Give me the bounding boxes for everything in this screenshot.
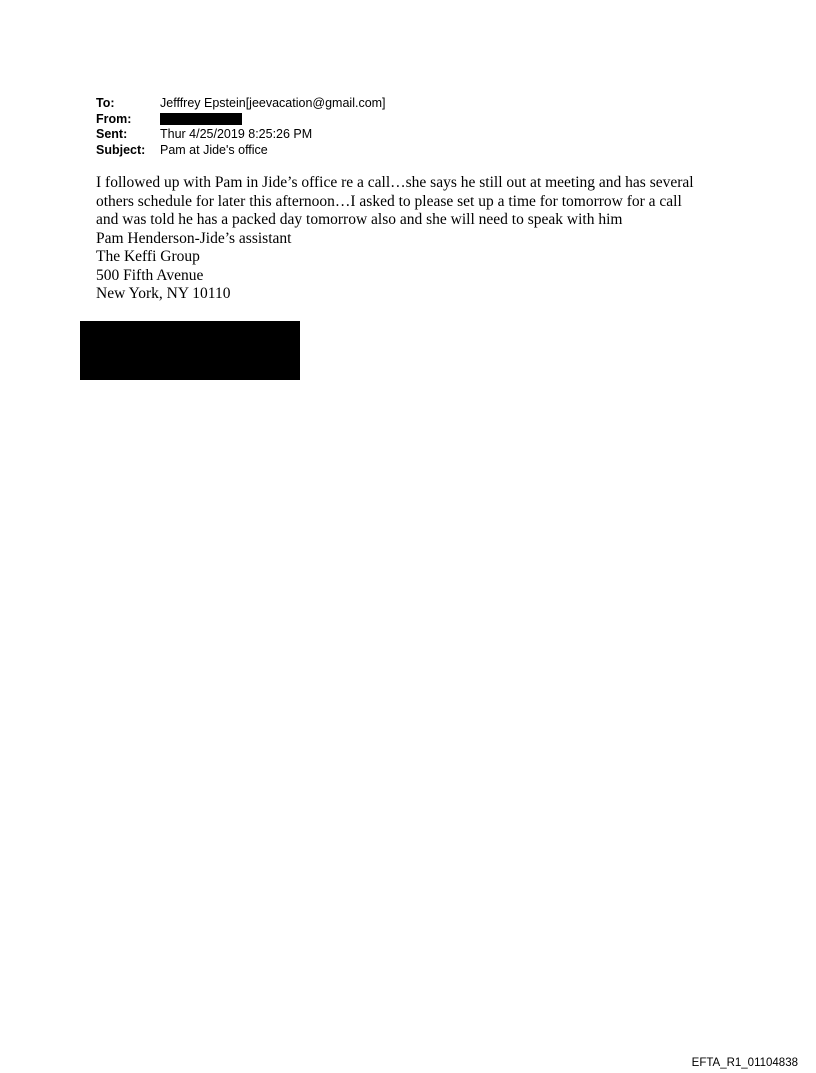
message-line: others schedule for later this afternoon…I asked to please set up a time for tomorrow for a call <box>96 192 682 210</box>
subject-value: Pam at Jide's office <box>160 142 268 157</box>
email-body <box>96 174 736 304</box>
document-id: EFTA_R1_01104838 <box>691 1057 798 1069</box>
signature-street: 500 Fifth Avenue <box>96 266 204 284</box>
subject-row <box>96 143 386 159</box>
signature-block <box>96 230 736 304</box>
from-redaction <box>160 113 242 125</box>
sent-row <box>96 127 386 143</box>
subject-label: Subject: <box>96 142 146 157</box>
email-header <box>96 96 386 158</box>
signature-name: Pam Henderson-Jide’s assistant <box>96 229 292 247</box>
sent-label: Sent: <box>96 127 128 141</box>
to-row <box>96 96 386 112</box>
signature-company: The Keffi Group <box>96 248 200 265</box>
signature-city: New York, NY 10110 <box>96 285 231 302</box>
to-value: Jefffrey Epstein[jeevacation@gmail.com] <box>160 96 386 110</box>
redaction-block <box>80 321 300 380</box>
from-row <box>96 112 386 128</box>
message-line: and was told he has a packed day tomorrow also and she will need to speak with him <box>96 211 623 228</box>
message-paragraph <box>96 174 736 230</box>
message-line: I followed up with Pam in Jide’s office re a call…she says he still out at meeting and has several <box>96 174 694 191</box>
from-label: From: <box>96 111 132 126</box>
sent-value: Thur 4/25/2019 8:25:26 PM <box>160 127 313 141</box>
to-label: To: <box>96 96 115 110</box>
